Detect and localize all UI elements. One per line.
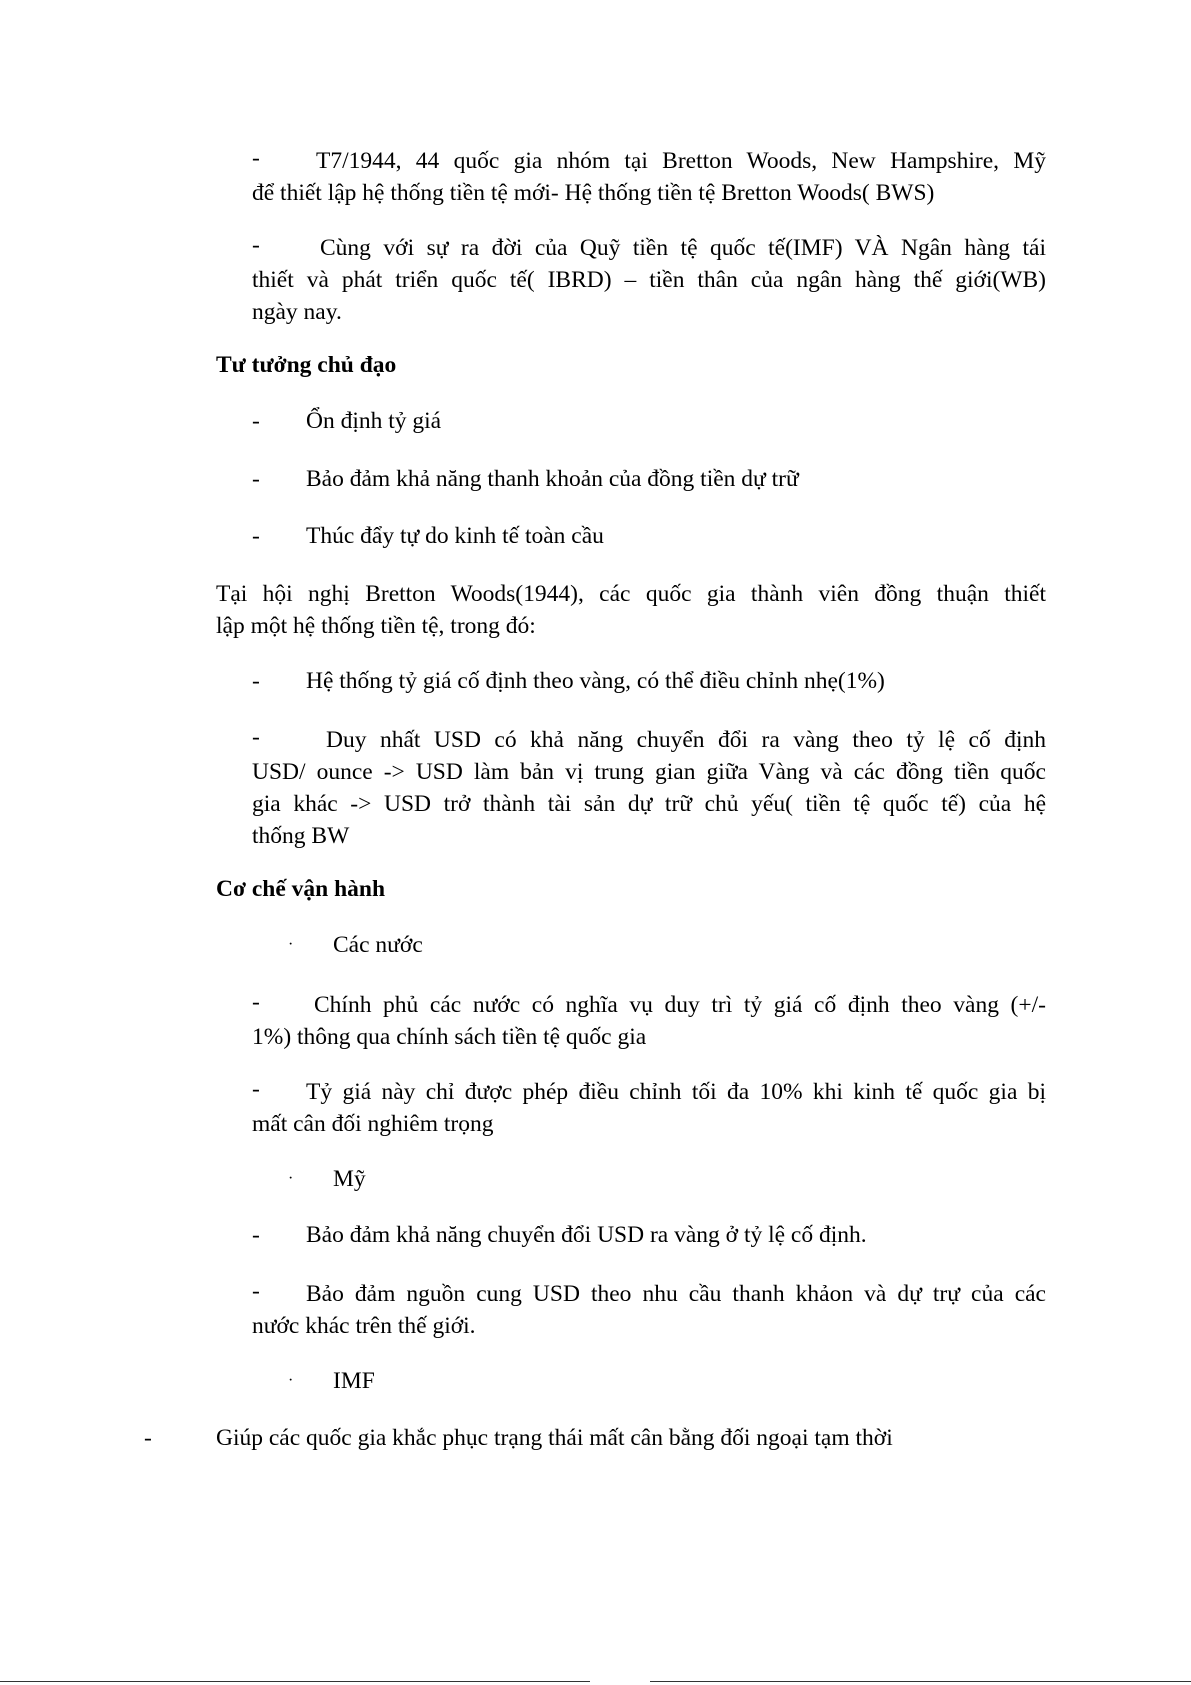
dash-marker: - xyxy=(252,989,260,1015)
principle-item: Ổn định tỷ giá xyxy=(306,408,442,434)
paragraph-countries-adjustment xyxy=(252,1076,1046,1140)
subheading-usa: Mỹ xyxy=(333,1166,366,1192)
principle-item: Thúc đẩy tự do kinh tế toàn cầu xyxy=(306,523,604,549)
imf-item: Giúp các quốc gia khắc phục trạng thái mất cân bằng đối ngoại tạm thời xyxy=(216,1425,893,1451)
usa-item: Bảo đảm khả năng chuyển đổi USD ra vàng ở tỷ lệ cố định. xyxy=(306,1222,867,1248)
subheading-imf: IMF xyxy=(333,1368,375,1394)
bullet-marker: · xyxy=(288,936,294,953)
text-line: thiết và phát triển quốc tế( IBRD) – tiền thân của ngân hàng thế giới(WB) xyxy=(252,267,1046,293)
system-item: Hệ thống tỷ giá cố định theo vàng, có thể điều chỉnh nhẹ(1%) xyxy=(306,668,885,694)
text-line: lập một hệ thống tiền tệ, trong đó: xyxy=(216,613,536,639)
section-heading-principles: Tư tưởng chủ đạo xyxy=(216,352,397,378)
paragraph-usd-convertibility xyxy=(252,724,1046,852)
dash-marker: - xyxy=(252,523,260,549)
paragraph-bretton-woods-meeting xyxy=(252,145,1046,209)
text-line: gia khác -> USD trở thành tài sản dự trữ chủ yếu( tiền tệ quốc tế) của hệ xyxy=(252,791,1046,817)
text-line: ngày nay. xyxy=(252,299,342,325)
paragraph-conference-intro xyxy=(216,578,1046,642)
section-heading-mechanism: Cơ chế vận hành xyxy=(216,876,386,902)
text-line: để thiết lập hệ thống tiền tệ mới- Hệ thống tiền tệ Bretton Woods( BWS) xyxy=(252,180,935,206)
dash-marker: - xyxy=(252,1076,260,1102)
dash-marker: - xyxy=(252,232,260,258)
text-line: thống BW xyxy=(252,823,350,849)
paragraph-imf-ibrd xyxy=(252,232,1046,328)
text-line: mất cân đối nghiêm trọng xyxy=(252,1111,494,1137)
text-line: T7/1944, 44 quốc gia nhóm tại Bretton Woods, New Hampshire, Mỹ xyxy=(316,148,1046,174)
subheading-countries: Các nước xyxy=(333,932,423,958)
text-line: Chính phủ các nước có nghĩa vụ duy trì tỷ giá cố định theo vàng (+/- xyxy=(314,992,1046,1018)
text-line: 1%) thông qua chính sách tiền tệ quốc gia xyxy=(252,1024,647,1050)
text-line: nước khác trên thế giới. xyxy=(252,1313,476,1339)
dash-marker: - xyxy=(252,724,260,750)
paragraph-countries-obligation xyxy=(252,989,1046,1053)
text-line: Tỷ giá này chỉ được phép điều chỉnh tối đa 10% khi kinh tế quốc gia bị xyxy=(306,1079,1046,1105)
text-line: Bảo đảm nguồn cung USD theo nhu cầu thanh khảon và dự trự của các xyxy=(306,1281,1046,1307)
text-line: USD/ ounce -> USD làm bản vị trung gian giữa Vàng và các đồng tiền quốc xyxy=(252,759,1046,785)
principle-item: Bảo đảm khả năng thanh khoản của đồng tiền dự trữ xyxy=(306,466,799,492)
dash-marker: - xyxy=(252,408,260,434)
bullet-marker: · xyxy=(288,1170,294,1187)
dash-marker: - xyxy=(144,1425,152,1451)
dash-marker: - xyxy=(252,1222,260,1248)
page-bottom-rule xyxy=(0,1681,590,1682)
text-line: Duy nhất USD có khả năng chuyển đổi ra vàng theo tỷ lệ cố định xyxy=(326,727,1046,753)
dash-marker: - xyxy=(252,668,260,694)
paragraph-usa-supply xyxy=(252,1278,1046,1342)
dash-marker: - xyxy=(252,145,260,171)
text-line: Tại hội nghị Bretton Woods(1944), các quốc gia thành viên đồng thuận thiết xyxy=(216,581,1046,607)
page-bottom-rule xyxy=(650,1681,1191,1682)
dash-marker: - xyxy=(252,1278,260,1304)
bullet-marker: · xyxy=(288,1372,294,1389)
text-line: Cùng với sự ra đời của Quỹ tiền tệ quốc tế(IMF) VÀ Ngân hàng tái xyxy=(320,235,1046,261)
dash-marker: - xyxy=(252,466,260,492)
